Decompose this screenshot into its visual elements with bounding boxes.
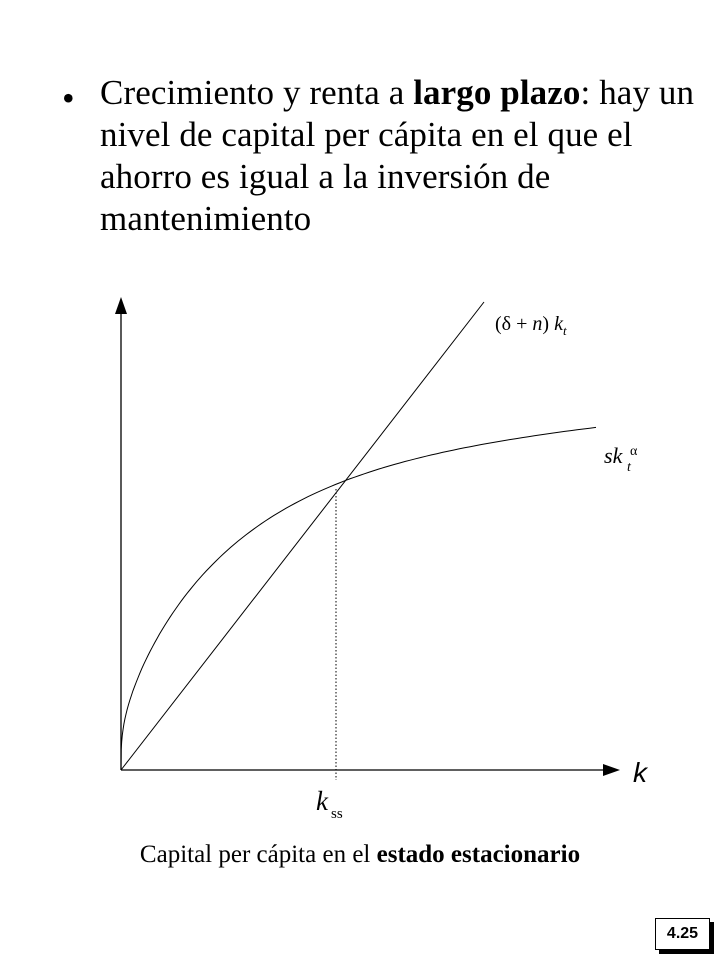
x-axis-arrowhead (603, 764, 620, 776)
depreciation-label-close: ) (542, 313, 555, 335)
caption-pre: Capital per cápita en el (139, 841, 377, 868)
depreciation-line (121, 302, 484, 770)
caption-bold: estado estacionario (376, 841, 581, 868)
savings-curve-label (604, 443, 624, 468)
kss-label-sub: ss (331, 806, 343, 820)
y-axis-arrowhead (115, 297, 127, 314)
diagram-caption (0, 840, 720, 870)
depreciation-label-plus: + (511, 313, 533, 335)
kss-label-k: k (316, 786, 328, 816)
depreciation-label-open: ( (495, 313, 502, 335)
x-axis-label: k (633, 757, 647, 788)
depreciation-label-n: n (532, 313, 543, 335)
depreciation-label-k: k (554, 313, 563, 335)
savings-label-s: s (604, 443, 613, 468)
slide-number-badge: 4.25 (655, 918, 710, 950)
solow-diagram (0, 280, 720, 820)
bullet-text (100, 72, 702, 240)
kss-label (316, 786, 329, 816)
bullet-text-pre: Crecimiento y renta a (100, 73, 414, 112)
savings-label-sup: α (630, 444, 638, 459)
bullet-text-post: : hay un nivel de capital per cápita en el que el ahorro es igual a la inversión de mantenimiento (100, 73, 695, 238)
depreciation-label-delta: δ (501, 313, 512, 335)
depreciation-line-label (495, 313, 567, 338)
savings-label-k: k (612, 443, 623, 468)
bullet-text-bold: largo plazo (413, 73, 581, 112)
savings-curve (121, 427, 596, 770)
depreciation-label-sub: t (562, 323, 567, 338)
bullet-point (62, 72, 702, 240)
bullet-marker: • (62, 78, 75, 118)
savings-label-sub: t (627, 460, 631, 475)
